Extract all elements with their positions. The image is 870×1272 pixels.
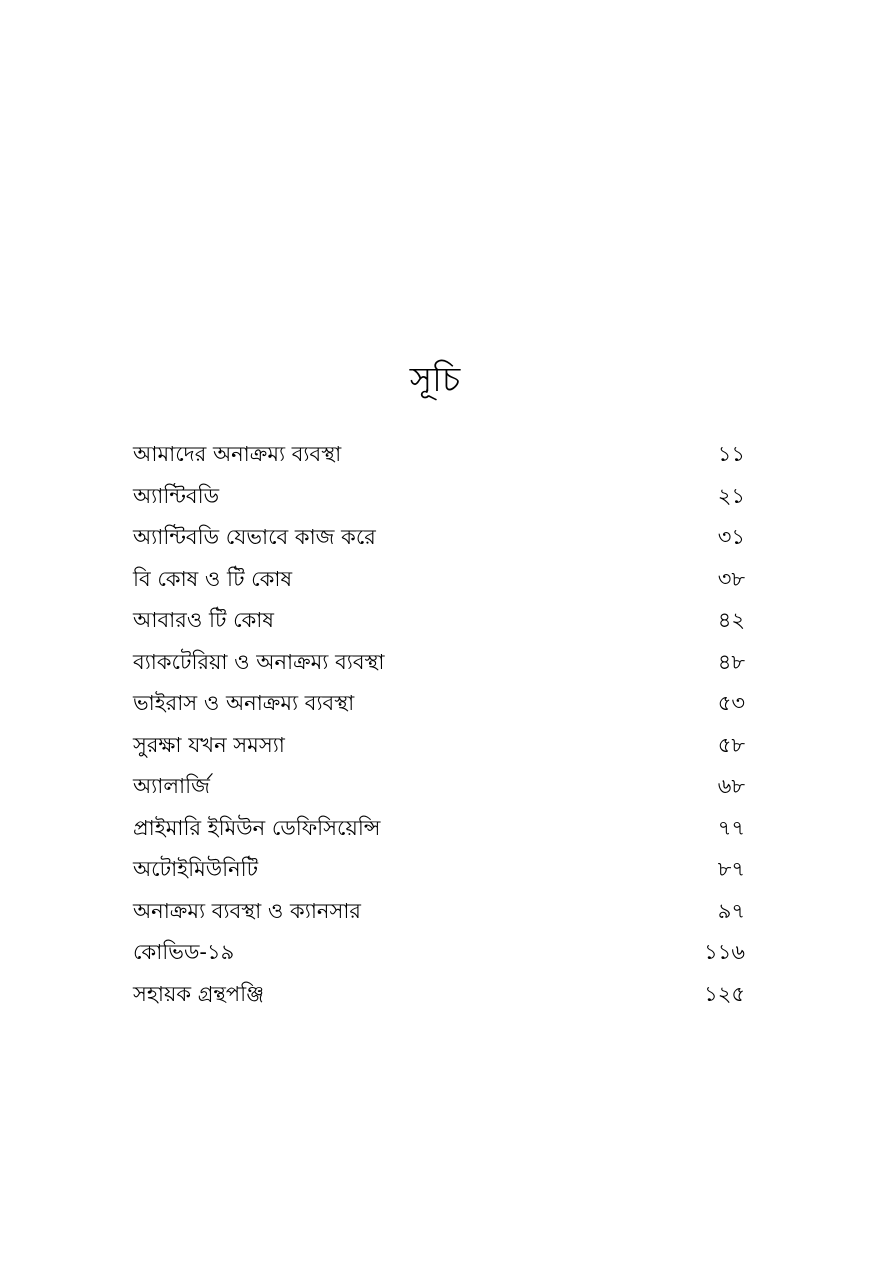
toc-list [133,434,745,1015]
toc-entry-page: ৮৭ [717,857,745,881]
toc-entry-title: ব্যাকটেরিয়া ও অনাক্রম্য ব্যবস্থা [133,649,385,674]
toc-entry [133,642,745,684]
toc-entry [133,683,745,725]
toc-entry [133,725,745,767]
toc-entry [133,434,745,476]
toc-entry [133,476,745,518]
toc-entry-page: ৯৭ [717,898,745,923]
toc-entry-title: ভাইরাস ও অনাক্রম্য ব্যবস্থা [133,691,355,715]
toc-entry [133,932,745,974]
toc-entry-page: ৫৮ [717,732,745,757]
toc-entry-title: অ্যান্টিবডি যেভাবে কাজ করে [133,525,376,549]
toc-entry-title: সহায়ক গ্রন্থপঞ্জি [133,981,265,1006]
toc-entry-title: অ্যান্টিবডি [133,483,220,508]
toc-title: সূচি [409,360,461,400]
toc-entry [133,517,745,559]
toc-entry-title: সুরক্ষা যখন সমস্যা [133,732,285,757]
toc-entry-title: অটোইমিউনিটি [133,857,259,881]
toc-entry-title: প্রাইমারি ইমিউন ডেফিসিয়েন্সি [133,815,381,840]
toc-entry-page: ৬৮ [717,774,745,798]
toc-entry-page: ৪৮ [717,649,745,674]
toc-entry-page: ৫৩ [717,691,745,715]
toc-entry-page: ১১৬ [704,940,745,964]
toc-entry-page: ১১ [717,442,745,466]
toc-entry [133,808,745,850]
toc-entry [133,766,745,808]
toc-entry [133,974,745,1016]
toc-entry [133,600,745,642]
toc-entry-page: ২১ [717,483,745,508]
toc-entry-page: ৩১ [717,525,745,549]
toc-entry-title: আমাদের অনাক্রম্য ব্যবস্থা [133,442,342,466]
toc-entry-page: ৪২ [717,608,745,632]
toc-entry-title: বি কোষ ও টি কোষ [133,566,293,591]
toc-entry-page: ৭৭ [717,815,745,840]
toc-entry [133,849,745,891]
toc-entry-title: আবারও টি কোষ [133,608,274,632]
toc-entry-page: ১২৫ [704,981,745,1006]
toc-entry [133,559,745,601]
toc-entry-title: অনাক্রম্য ব্যবস্থা ও ক্যানসার [133,898,361,923]
toc-entry-title: অ্যালার্জি [133,774,210,798]
toc-entry [133,891,745,933]
toc-entry-page: ৩৮ [717,566,745,591]
toc-entry-title: কোভিড-১৯ [133,940,235,964]
